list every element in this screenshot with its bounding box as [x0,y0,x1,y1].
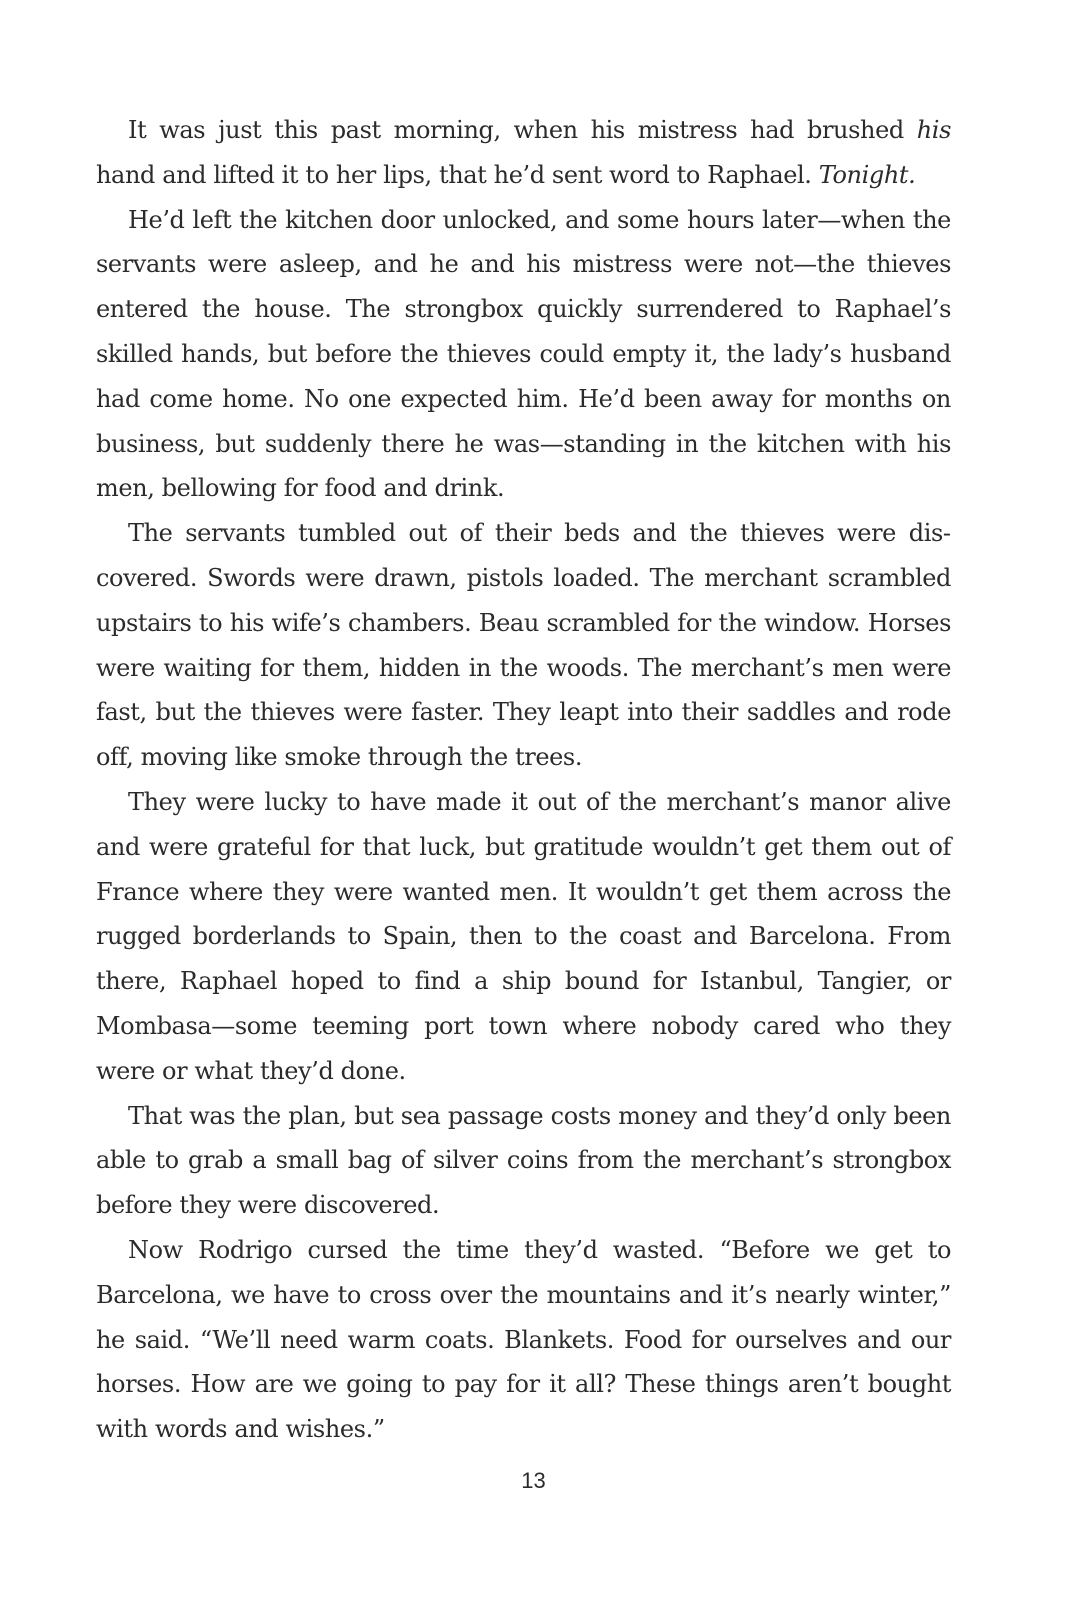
paragraph: The servants tumbled out of their beds and the thieves were discovered. Swords were drawn, pistols loaded. The merchant scrambled upstairs to his wife’s chambers. Beau scrambled for the window. Horses were waiting for them, hidden in the woods. The merchant’s men were fast, but the thieves were faster. They leapt into their saddles and rode off, moving like smoke through the trees. [96,519,951,772]
paragraph: Now Rodrigo cursed the time they’d wasted. “Before we get to Barcelona, we have to cross over the mountains and it’s nearly winter,” he said. “We’ll need warm coats. Blankets. Food for ourselves and our horses. How are we going to pay for it all? These things aren’t bought with words and wishes.” [96,1235,951,1444]
body-text [96,108,951,1452]
page-number: 13 [521,1468,546,1493]
paragraph: They were lucky to have made it out of the merchant’s manor alive and were grateful for that luck, but gratitude wouldn’t get them out of France where they were wanted men. It wouldn’t get them across the rugged borderlands to Spain, then to the coast and Barcelona. From there, Raphael hoped to find a ship bound for Istanbul, Tangier, or Mombasa—some teeming port town where nobody cared who they were or what they’d done. [96,787,951,1085]
paragraph: That was the plan, but sea passage costs money and they’d only been able to grab a small bag of silver coins from the merchant’s strongbox before they were discovered. [96,1101,951,1220]
paragraph: He’d left the kitchen door unlocked, and some hours later—when the servants were asleep, and he and his mistress were not—the thieves entered the house. The strongbox quickly surrendered to Raphael’s skilled hands, but before the thieves could empty it, the lady’s husband had come home. No one expected him. He’d been away for months on business, but suddenly there he was—standing in the kitchen with his men, bellowing for food and drink. [96,205,951,503]
emphasis: Tonight. [818,160,916,189]
emphasis: his [916,116,951,144]
paragraph: It was just this past morning, when his mistress had brushed his hand and lifted it to her lips, that he’d sent word to Raphael. Tonight. [96,116,951,189]
